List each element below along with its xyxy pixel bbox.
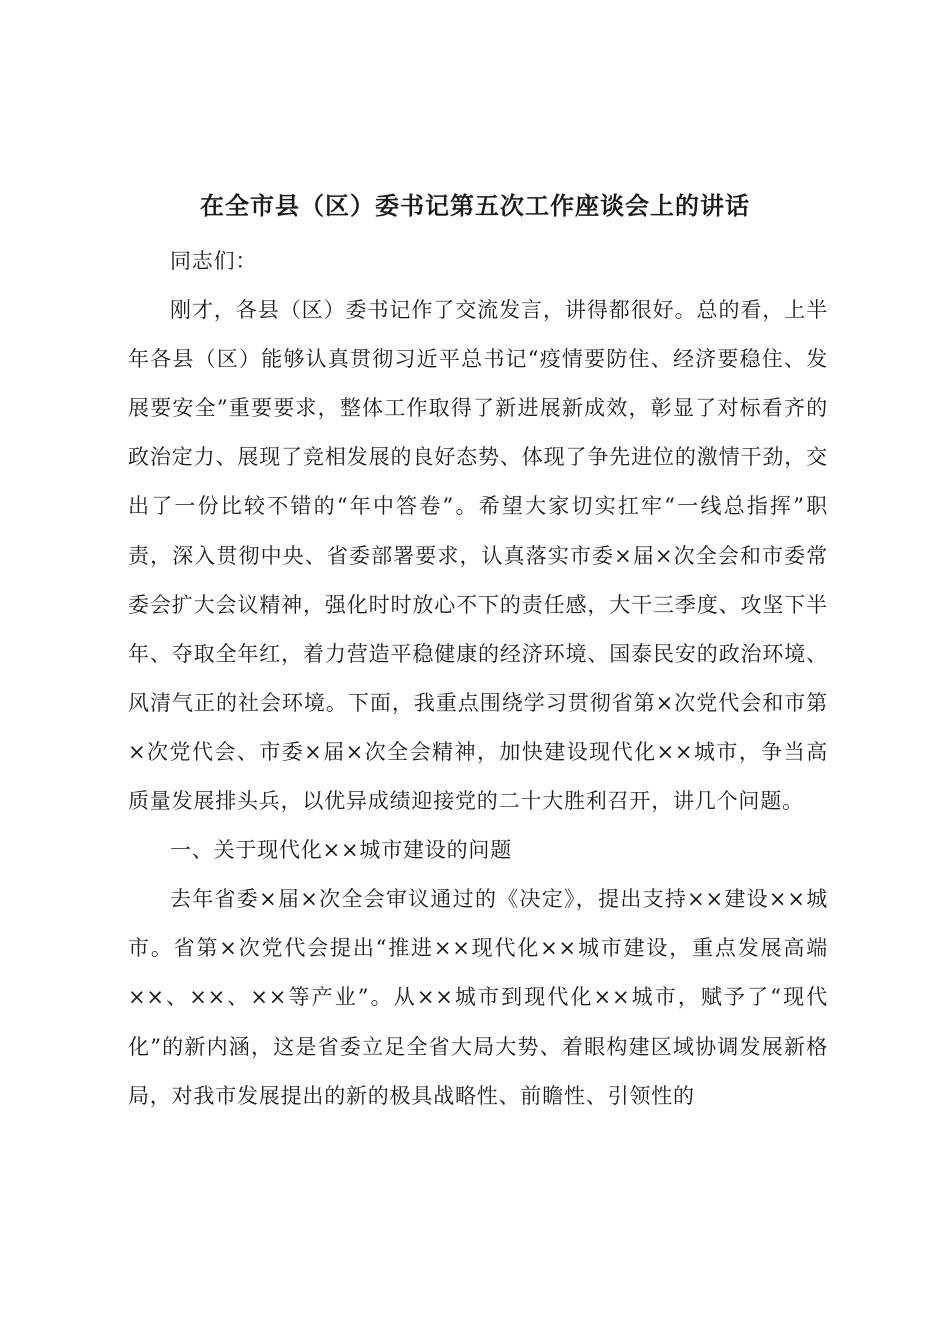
- salutation: 同志们：: [170, 249, 258, 273]
- document-title: 在全市县（区）委书记第五次工作座谈会上的讲话: [200, 191, 750, 220]
- paragraph-intro: 刚才，各县（区）委书记作了交流发言，讲得都很好。总的看，上半年各县（区）能够认真贯彻习近平总书记“疫情要防住、经济要稳住、发展要安全”重要要求，整体工作取得了新进展新成效，彰显了对标看齐的政治定力、展现了竞相发展的良好态势、体现了争先进位的激情干劲，交出了一份比较不错的“年中答卷”。希望大家切实扛牢“一线总指挥”职责，深入贯彻中央、省委部署要求，认真落实市委×届×次全会和市委常委会扩大会议精神，强化时时放心不下的责任感，大干三季度、攻坚下半年、夺取全年红，着力营造平稳健康的经济环境、国泰民安的政治环境、风清气正的社会环境。下面，我重点围绕学习贯彻省第×次党代会和市第×次党代会、市委×届×次全会精神，加快建设现代化××城市，争当高质量发展排头兵，以优异成绩迎接党的二十大胜利召开，讲几个问题。: [128, 298, 828, 814]
- document-body: [128, 237, 828, 1121]
- paragraph-section-one: 去年省委×届×次全会审议通过的《决定》，提出支持××建设××城市。省第×次党代会提出“推进××现代化××城市建设，重点发展高端××、××、××等产业”。从××城市到现代化××城市，赋予了“现代化”的新内涵，这是省委立足全省大局大势、着眼构建区域协调发展新格局，对我市发展提出的新的极具战略性、前瞻性、引领性的: [128, 887, 828, 1108]
- section-heading: 一、关于现代化××城市建设的问题: [170, 838, 512, 863]
